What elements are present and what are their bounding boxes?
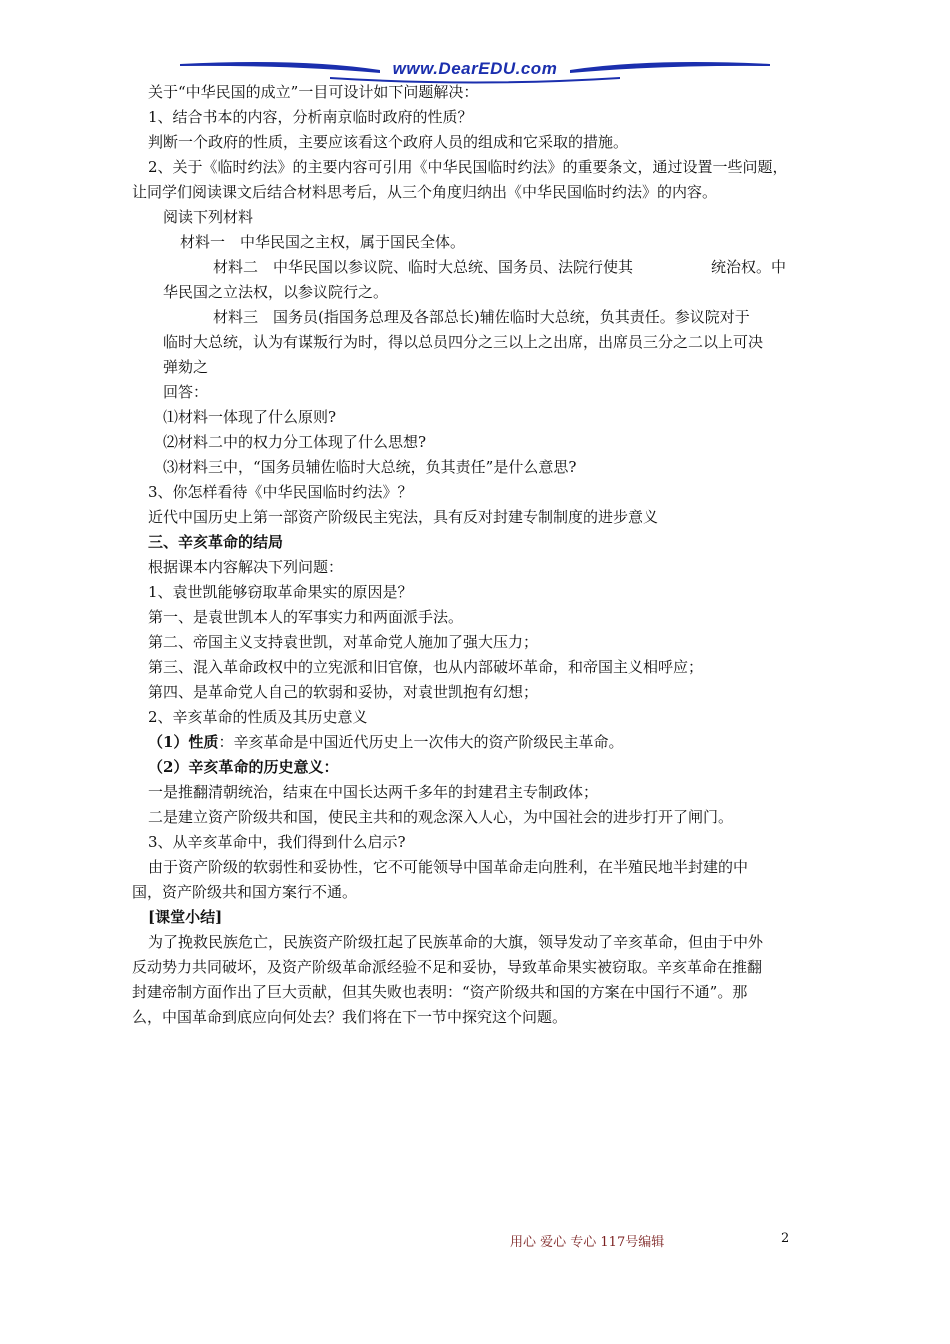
text-line: 由于资产阶级的软弱性和妥协性，它不可能领导中国革命走向胜利，在半殖民地半封建的中 bbox=[148, 858, 749, 876]
nature-label: （1）性质 bbox=[148, 733, 219, 751]
text-line: 封建帝制方面作出了巨大贡献，但其失败也表明：“资产阶级共和国的方案在中国行不通”。那 bbox=[132, 983, 748, 1001]
text-line: 近代中国历史上第一部资产阶级民主宪法，具有反对封建专制制度的进步意义 bbox=[148, 508, 659, 526]
question-item: ⑵材料二中的权力分工体现了什么思想? bbox=[163, 433, 427, 451]
text-line: 关于“中华民国的成立”一目可设计如下问题解决： bbox=[148, 83, 479, 101]
text-line: 国，资产阶级共和国方案行不通。 bbox=[132, 883, 358, 901]
text-line: 么，中国革命到底应向何处去？我们将在下一节中探究这个问题。 bbox=[132, 1008, 568, 1026]
text-line: 第四、是革命党人自己的软弱和妥协，对袁世凯抱有幻想； bbox=[148, 683, 539, 701]
text-line: 3、从辛亥革命中，我们得到什么启示? bbox=[148, 833, 406, 851]
summary-heading: [课堂小结] bbox=[148, 908, 223, 926]
text-line: 3、你怎样看待《中华民国临时约法》？ bbox=[148, 483, 413, 501]
text-line: 第三、混入革命政权中的立宪派和旧官僚，也从内部破坏革命，和帝国主义相呼应； bbox=[148, 658, 704, 676]
page-number: 2 bbox=[781, 1231, 790, 1246]
nature-line bbox=[148, 730, 623, 754]
nature-text: ：辛亥革命是中国近代历史上一次伟大的资产阶级民主革命。 bbox=[218, 733, 624, 751]
material-two-part-b: 统治权。中 bbox=[711, 258, 787, 276]
text-line: 2、辛亥革命的性质及其历史意义 bbox=[148, 708, 368, 726]
text-line: 回答： bbox=[163, 383, 209, 401]
text-line: 一是推翻清朝统治，结束在中国长达两千多年的封建君主专制政体； bbox=[148, 783, 599, 801]
text-line: 根据课本内容解决下列问题： bbox=[148, 558, 344, 576]
question-item: ⑶材料三中，“国务员辅佐临时大总统，负其责任”是什么意思? bbox=[163, 458, 577, 476]
text-line: 临时大总统，认为有谋叛行为时，得以总员四分之三以上之出席，出席员三分之二以上可决 bbox=[163, 333, 764, 351]
text-line: 判断一个政府的性质，主要应该看这个政府人员的组成和它采取的措施。 bbox=[148, 133, 629, 151]
text-line: 二是建立资产阶级共和国，使民主共和的观念深入人心，为中国社会的进步打开了闸门。 bbox=[148, 808, 734, 826]
section-heading: 三、辛亥革命的结局 bbox=[148, 533, 284, 551]
text-line: 1、袁世凯能够窃取革命果实的原因是？ bbox=[148, 583, 413, 601]
text-line: 第二、帝国主义支持袁世凯，对革命党人施加了强大压力； bbox=[148, 633, 539, 651]
text-line: 反动势力共同破坏，及资产阶级革命派经验不足和妥协，导致革命果实被窃取。辛亥革命在推翻 bbox=[132, 958, 763, 976]
material-two-part-a: 材料二 中华民国以参议院、临时大总统、国务员、法院行使其 bbox=[213, 258, 634, 276]
material-two bbox=[213, 255, 786, 279]
subheading: （2）辛亥革命的历史意义： bbox=[148, 758, 339, 776]
question-item: ⑴材料一体现了什么原则? bbox=[163, 408, 337, 426]
text-line: 第一、是袁世凯本人的军事实力和两面派手法。 bbox=[148, 608, 464, 626]
material-three: 材料三 国务员(指国务总理及各部总长)辅佐临时大总统，负其责任。参议院对于 bbox=[213, 308, 750, 326]
text-line: 1、结合书本的内容，分析南京临时政府的性质？ bbox=[148, 108, 473, 126]
text-line: 弹劾之 bbox=[163, 358, 209, 376]
text-line: 为了挽救民族危亡，民族资产阶级扛起了民族革命的大旗，领导发动了辛亥革命，但由于中外 bbox=[148, 933, 764, 951]
text-line: 阅读下列材料 bbox=[163, 208, 254, 226]
text-line: 让同学们阅读课文后结合材料思考后，从三个角度归纳出《中华民国临时约法》的内容。 bbox=[132, 183, 718, 201]
text-line: 2、关于《临时约法》的主要内容可引用《中华民国临时约法》的重要条文，通过设置一些问题， bbox=[148, 158, 788, 176]
text-line: 华民国之立法权，以参议院行之。 bbox=[163, 283, 389, 301]
footer-text: 用心 爱心 专心 117号编辑 bbox=[510, 1235, 665, 1250]
material-one: 材料一 中华民国之主权，属于国民全体。 bbox=[180, 233, 466, 251]
site-url: www.DearEDU.com bbox=[392, 59, 558, 78]
